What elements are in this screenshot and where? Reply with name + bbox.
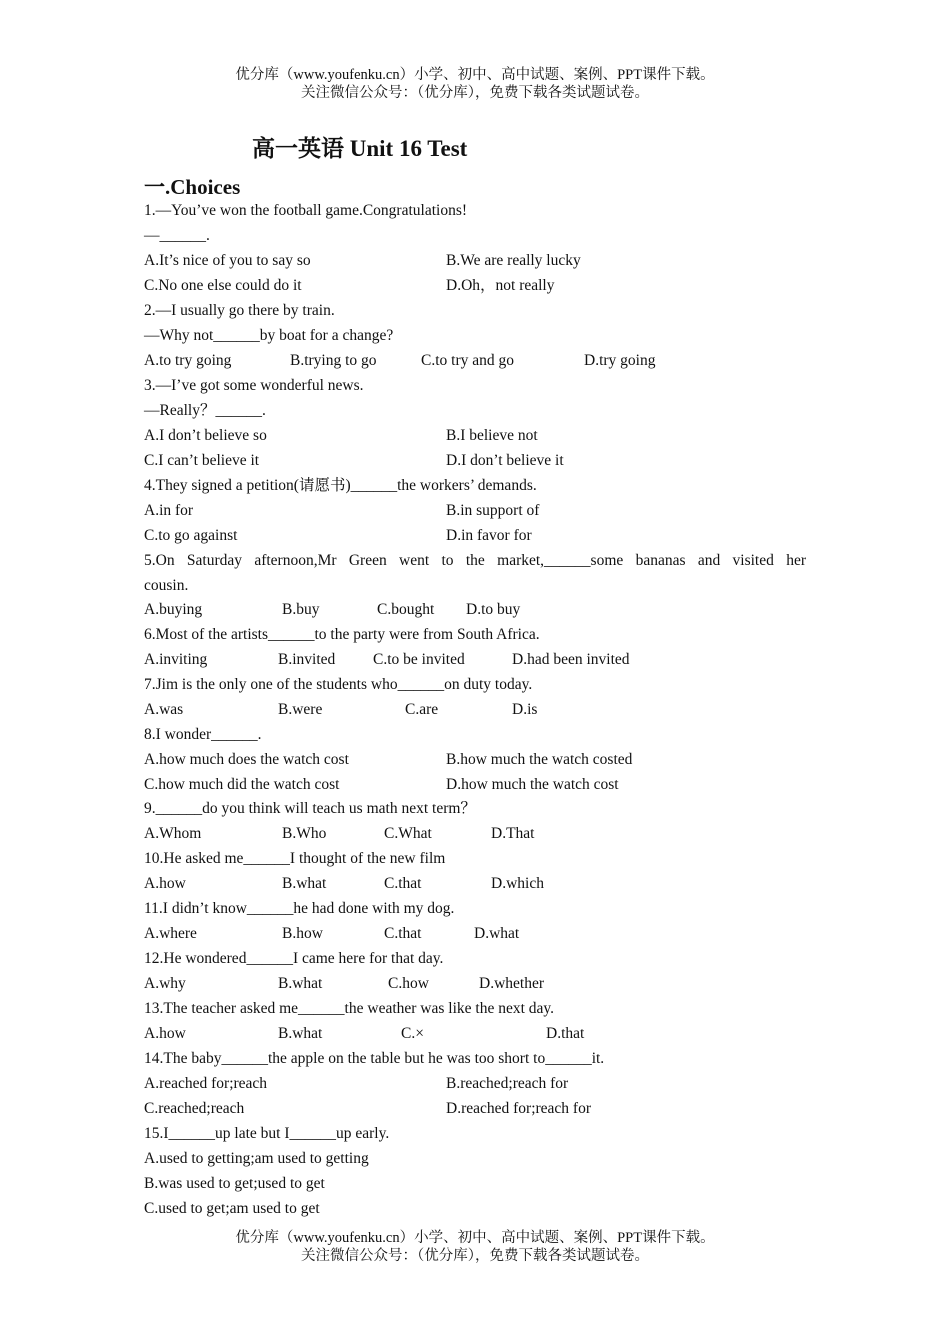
page-header-line-1: 优分库（www.youfenku.cn）小学、初中、高中试题、案例、PPT课件下载。 bbox=[235, 67, 715, 83]
option-d: D.is bbox=[512, 701, 538, 718]
option-a: A.how bbox=[144, 1025, 186, 1042]
question-8-stem: 8.I wonder______. bbox=[144, 726, 262, 743]
question-1-stem: 1.—You’ve won the football game.Congratulations! bbox=[144, 202, 468, 219]
question-15-option-a: A.used to getting;am used to getting bbox=[144, 1150, 369, 1167]
option-a: A.reached for;reach bbox=[144, 1075, 268, 1092]
option-b: B.We are really lucky bbox=[446, 252, 581, 269]
option-d: D.I don’t believe it bbox=[446, 452, 564, 469]
option-c: C.No one else could do it bbox=[144, 277, 302, 294]
option-d: D.try going bbox=[584, 352, 656, 369]
option-d: D.whether bbox=[479, 975, 544, 992]
option-b: B.invited bbox=[278, 651, 336, 668]
option-b: B.Who bbox=[282, 825, 327, 842]
option-d: D.to buy bbox=[466, 601, 521, 618]
option-b: B.in support of bbox=[446, 502, 540, 519]
option-d: D.how much the watch cost bbox=[446, 776, 619, 793]
option-a: A.I don’t believe so bbox=[144, 427, 267, 444]
option-b: B.trying to go bbox=[290, 352, 377, 369]
page-footer-line-2: 关注微信公众号：（优分库），免费下载各类试题试卷。 bbox=[301, 1248, 649, 1264]
option-c: C.to go against bbox=[144, 527, 238, 544]
option-c: C.that bbox=[384, 875, 422, 892]
page-footer-line-1: 优分库（www.youfenku.cn）小学、初中、高中试题、案例、PPT课件下载。 bbox=[235, 1230, 715, 1246]
option-a: A.buying bbox=[144, 601, 203, 618]
option-c: C.I can’t believe it bbox=[144, 452, 260, 469]
option-a: A.was bbox=[144, 701, 184, 718]
option-c: C.how much did the watch cost bbox=[144, 776, 340, 793]
option-b: B.I believe not bbox=[446, 427, 538, 444]
question-3-stem: 3.—I’ve got some wonderful news. bbox=[144, 377, 364, 394]
option-c: C.reached;reach bbox=[144, 1100, 245, 1117]
question-15-option-b: B.was used to get;used to get bbox=[144, 1175, 325, 1192]
option-c: C.to try and go bbox=[421, 352, 514, 369]
option-d: D.which bbox=[491, 875, 544, 892]
option-c: C.bought bbox=[377, 601, 435, 618]
option-d: D.That bbox=[491, 825, 535, 842]
option-a: A.how bbox=[144, 875, 186, 892]
question-9-stem: 9.______do you think will teach us math next term？ bbox=[144, 800, 476, 817]
option-d: D.that bbox=[546, 1025, 585, 1042]
question-2-stem: 2.—I usually go there by train. bbox=[144, 302, 335, 319]
section-heading: 一.Choices bbox=[144, 175, 241, 199]
option-b: B.were bbox=[278, 701, 323, 718]
option-d: D.what bbox=[474, 925, 520, 942]
option-c: C.that bbox=[384, 925, 422, 942]
option-d: D.had been invited bbox=[512, 651, 630, 668]
option-b: B.buy bbox=[282, 601, 320, 618]
option-b: B.what bbox=[282, 875, 327, 892]
question-6-stem: 6.Most of the artists______to the party were from South Africa. bbox=[144, 626, 540, 643]
option-c: C.What bbox=[384, 825, 432, 842]
option-c: C.to be invited bbox=[373, 651, 465, 668]
option-a: A.It’s nice of you to say so bbox=[144, 252, 311, 269]
question-15-option-c: C.used to get;am used to get bbox=[144, 1200, 320, 1217]
question-3-reply: —Really？______. bbox=[144, 402, 266, 419]
option-b: B.how bbox=[282, 925, 323, 942]
question-14-stem: 14.The baby______the apple on the table but he was too short to______it. bbox=[144, 1050, 605, 1067]
option-a: A.how much does the watch cost bbox=[144, 751, 349, 768]
question-11-stem: 11.I didn’t know______he had done with my dog. bbox=[144, 900, 455, 917]
option-d: D.in favor for bbox=[446, 527, 532, 544]
option-a: A.to try going bbox=[144, 352, 232, 369]
question-2-reply: —Why not______by boat for a change? bbox=[144, 327, 394, 344]
option-b: B.what bbox=[278, 1025, 323, 1042]
question-7-stem: 7.Jim is the only one of the students who______on duty today. bbox=[144, 676, 533, 693]
option-c: C.× bbox=[401, 1025, 424, 1042]
question-10-stem: 10.He asked me______I thought of the new film bbox=[144, 850, 446, 867]
page-header-line-2: 关注微信公众号：（优分库），免费下载各类试题试卷。 bbox=[301, 85, 649, 101]
question-15-stem: 15.I______up late but I______up early. bbox=[144, 1125, 390, 1142]
option-a: A.in for bbox=[144, 502, 194, 519]
option-d: D.Oh，not really bbox=[446, 277, 555, 294]
option-c: C.how bbox=[388, 975, 429, 992]
question-12-stem: 12.He wondered______I came here for that day. bbox=[144, 950, 444, 967]
question-1-reply: —______. bbox=[144, 227, 210, 244]
option-b: B.how much the watch costed bbox=[446, 751, 633, 768]
option-a: A.where bbox=[144, 925, 197, 942]
option-a: A.Whom bbox=[144, 825, 202, 842]
question-5-stem: 5.On Saturday afternoon,Mr Green went to the market,______some bananas and visited her bbox=[144, 552, 806, 569]
option-a: A.inviting bbox=[144, 651, 208, 668]
option-a: A.why bbox=[144, 975, 186, 992]
option-b: B.reached;reach for bbox=[446, 1075, 569, 1092]
question-5-stem-continued: cousin. bbox=[144, 577, 189, 594]
question-4-stem: 4.They signed a petition(请愿书)______the workers’ demands. bbox=[144, 477, 537, 494]
option-c: C.are bbox=[405, 701, 439, 718]
option-d: D.reached for;reach for bbox=[446, 1100, 592, 1117]
option-b: B.what bbox=[278, 975, 323, 992]
page-title: 高一英语 Unit 16 Test bbox=[252, 136, 468, 161]
question-13-stem: 13.The teacher asked me______the weather was like the next day. bbox=[144, 1000, 555, 1017]
